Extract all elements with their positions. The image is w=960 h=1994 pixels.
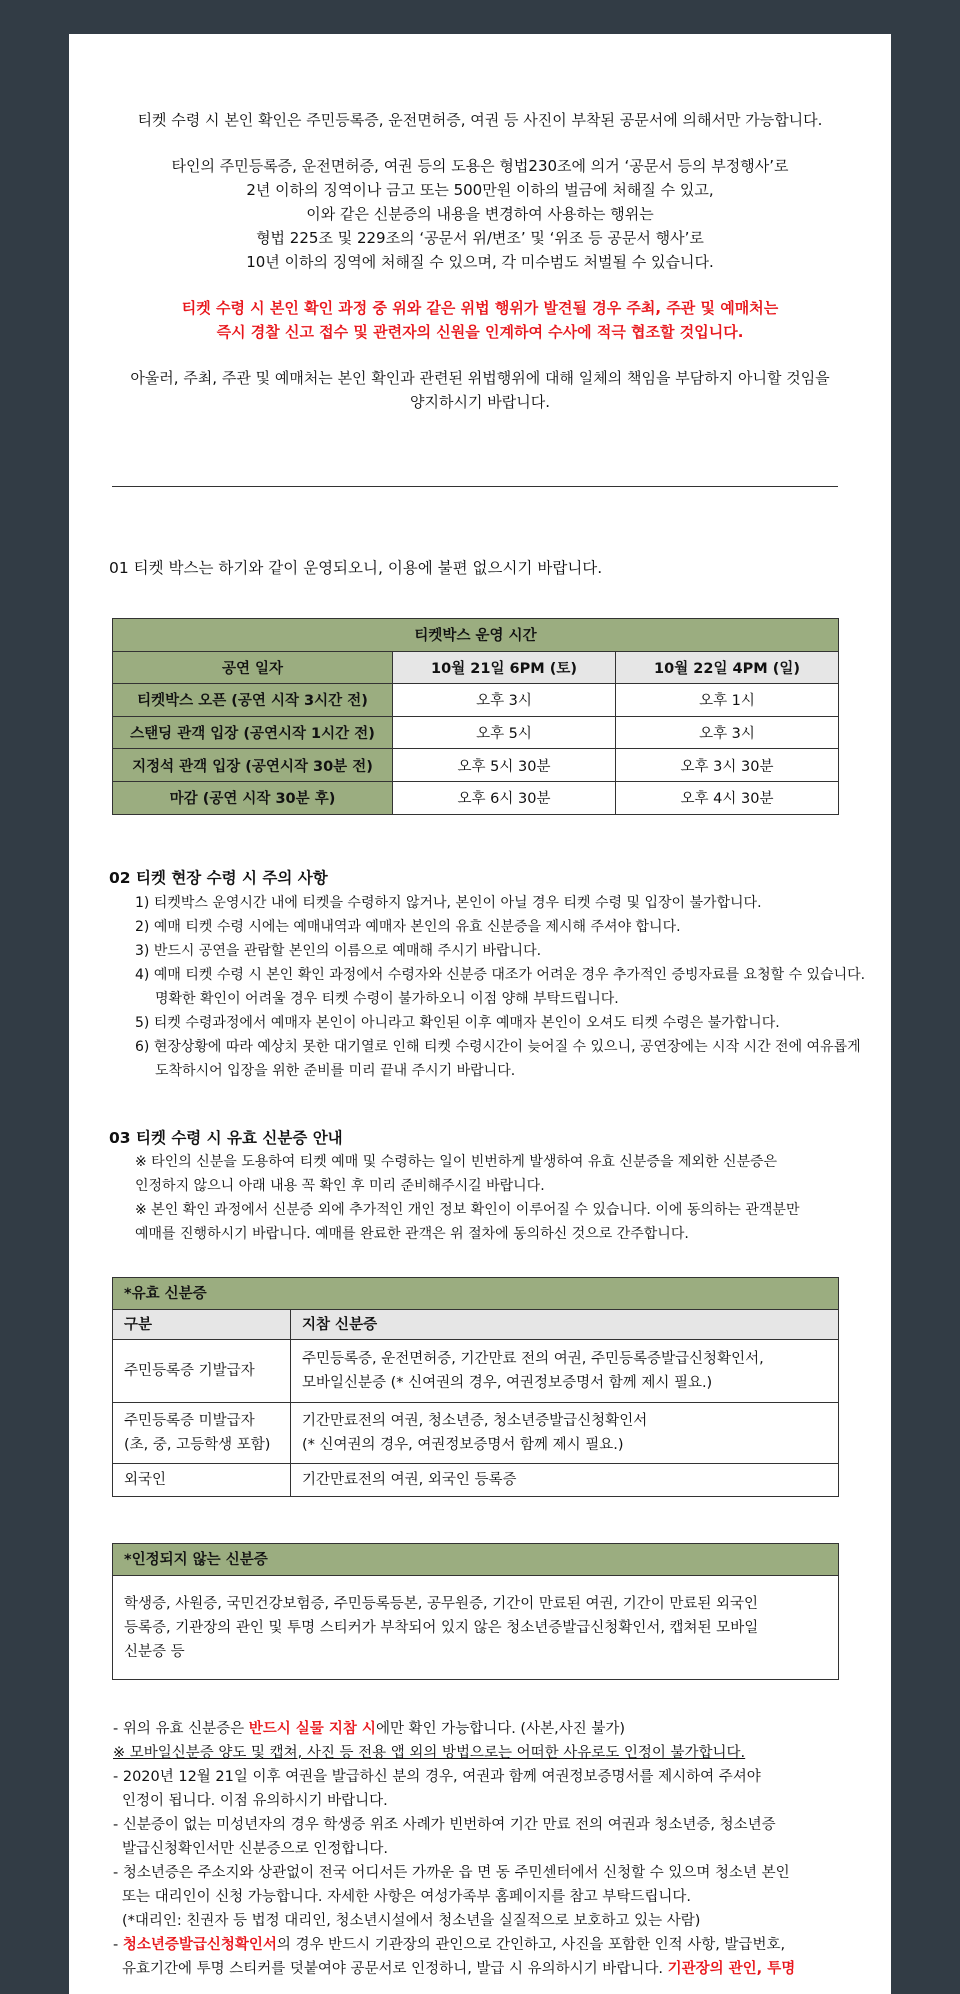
intro-line: 타인의 주민등록증, 운전면허증, 여권 등의 도용은 형법230조에 의거 ‘공문서 등의 부정행사’로 (171, 157, 789, 175)
bullet-highlight: 청소년증발급신청확인서 (122, 1937, 277, 1953)
table-cell: 오후 1시 (616, 684, 839, 717)
bullet-text: 에만 확인 가능합니다. (사본,사진 불가) (375, 1721, 626, 1737)
table-cell: 오후 3시 30분 (616, 749, 839, 782)
table-cell (113, 1403, 291, 1464)
table-cell: 오후 5시 30분 (393, 749, 616, 782)
table-cell: 오후 3시 (616, 716, 839, 749)
cell-line: 기간만료전의 여권, 청소년증, 청소년증발급신청확인서 (302, 1413, 648, 1429)
intro-notice (69, 108, 891, 436)
table-header: 티켓박스 운영 시간 (113, 619, 839, 652)
bullet-text: 또는 대리인이 신청 가능합니다. 자세한 사항은 여성가족부 홈페이지를 참고 부탁드립니다. (122, 1889, 691, 1905)
table-row (113, 781, 839, 814)
id-bullets (113, 1717, 883, 1981)
cell-line: (* 신여권의 경우, 여권정보증명서 함께 제시 필요.) (302, 1437, 624, 1453)
section-divider (112, 486, 838, 487)
table-cell (291, 1340, 839, 1403)
intro-warning (69, 296, 891, 344)
bullet-highlight: 반드시 실물 지참 시 (248, 1721, 376, 1737)
table-row (113, 749, 839, 782)
bullet-line (113, 1765, 883, 1813)
bullet-text: 발급신청확인서만 신분증으로 인정합니다. (122, 1841, 388, 1857)
id-notes (135, 1150, 875, 1246)
note-line: ※ 본인 확인 과정에서 신분증 외에 추가적인 개인 정보 확인이 이루어질 수 있습니다. 이에 동의하는 관객분만 (135, 1202, 800, 1218)
column-header: 구분 (113, 1310, 291, 1340)
bullet-text: 유효기간에 투명 스티커를 덧붙여야 공문서로 인정하니, 발급 시 유의하시기 바랍니다. (122, 1961, 668, 1977)
section-number: 01 (109, 559, 129, 577)
ticketbox-hours-table (112, 618, 839, 815)
table-cell (291, 1464, 839, 1497)
table-cell: 오후 4시 30분 (616, 781, 839, 814)
table-cell (291, 1403, 839, 1464)
cell-line: 주민등록증 기발급자 (124, 1363, 255, 1379)
row-label: 지정석 관객 입장 (공연시작 30분 전) (113, 749, 393, 782)
note-line: ※ 타인의 신분을 도용하여 티켓 예매 및 수령하는 일이 빈번하게 발생하여 유효 신분증을 제외한 신분증은 (135, 1154, 778, 1170)
invalid-id-table (112, 1543, 839, 1680)
section-number: 03 (109, 1129, 131, 1147)
intro-line: 10년 이하의 징역에 처해질 수 있으며, 각 미수범도 처벌될 수 있습니다. (246, 253, 714, 271)
bullet-text: - 청소년증은 주소지와 상관없이 전국 어디서든 가까운 읍 면 동 주민센터에서 신청할 수 있으며 청소년 본인 (113, 1865, 790, 1881)
row-label: 마감 (공연 시작 30분 후) (113, 781, 393, 814)
bullet-line: - 청소년증발급신청확인서의 경우 반드시 기관장의 관인으로 간인하고, 사진을 포함한 인적 사항, 발급번호, 유효기간에 투명 스티커를 덧붙여야 공문서로 인정하니, 발급 시 유의하시기 바랍니다. 기관장의 관인, 투명 (113, 1937, 796, 1977)
column-header: 10월 21일 6PM (토) (393, 651, 616, 684)
cell-line: (초, 중, 고등학생 포함) (124, 1437, 271, 1453)
bullet-line (113, 1861, 883, 1909)
table-row (113, 684, 839, 717)
valid-id-table (112, 1277, 839, 1497)
list-item: 3) 반드시 공연을 관람할 본인의 이름으로 예매해 주시기 바랍니다. (135, 943, 542, 959)
row-label: 스탠딩 관객 입장 (공연시작 1시간 전) (113, 716, 393, 749)
list-item: 5) 티켓 수령과정에서 예매자 본인이 아니라고 확인된 이후 예매자 본인이 오셔도 티켓 수령은 불가합니다. (135, 1015, 780, 1031)
bullet-line (113, 1717, 883, 1741)
bullet-line (113, 1813, 883, 1861)
table-cell (113, 1576, 839, 1680)
column-header: 공연 일자 (113, 651, 393, 684)
table-row (113, 1403, 839, 1464)
column-header: 지참 신분증 (291, 1310, 839, 1340)
section-3-title (109, 1126, 343, 1150)
intro-line: 양지하시기 바랍니다. (410, 393, 550, 411)
table-header: *유효 신분증 (113, 1278, 839, 1310)
intro-warning-line: 즉시 경찰 신고 접수 및 관련자의 신원을 인계하여 수사에 적극 협조할 것입니다. (216, 323, 744, 341)
section-number: 02 (109, 869, 131, 887)
caution-list (135, 891, 875, 1083)
table-cell (113, 1464, 291, 1497)
intro-line: 2년 이하의 징역이나 금고 또는 500만원 이하의 벌금에 처해질 수 있고, (246, 181, 714, 199)
cell-line: 기간만료전의 여권, 외국인 등록증 (302, 1472, 517, 1488)
table-header: *인정되지 않는 신분증 (113, 1544, 839, 1576)
list-item: 2) 예매 티켓 수령 시에는 예매내역과 예매자 본인의 유효 신분증을 제시해 주셔야 합니다. (135, 919, 681, 935)
section-title-text: 티켓 박스는 하기와 같이 운영되오니, 이용에 불편 없으시기 바랍니다. (133, 559, 603, 577)
intro-paragraph-1: 티켓 수령 시 본인 확인은 주민등록증, 운전면허증, 여권 등 사진이 부착된 공문서에 의해서만 가능합니다. (137, 111, 823, 129)
table-cell: 오후 6시 30분 (393, 781, 616, 814)
intro-line: 아울러, 주최, 주관 및 예매처는 본인 확인과 관련된 위법행위에 대해 일체의 책임을 부담하지 아니할 것임을 (130, 369, 830, 387)
intro-line: 형법 225조 및 229조의 ‘공문서 위/변조’ 및 ‘위조 등 공문서 행사’로 (256, 229, 704, 247)
bullet-highlight: 기관장의 관인, 투명 (667, 1961, 796, 1977)
bullet-text: ※ 모바일신분증 양도 및 캡쳐, 사진 등 전용 앱 외의 방법으로는 어떠한 사유로도 인정이 불가합니다. (113, 1745, 746, 1761)
cell-line: 외국인 (124, 1472, 167, 1488)
section-1-title (109, 556, 602, 580)
note-line: 인정하지 않으니 아래 내용 꼭 확인 후 미리 준비해주시길 바랍니다. (135, 1178, 545, 1194)
table-row (113, 1340, 839, 1403)
list-item: 1) 티켓박스 운영시간 내에 티켓을 수령하지 않거나, 본인이 아닐 경우 티켓 수령 및 입장이 불가합니다. (135, 895, 762, 911)
intro-warning-line: 티켓 수령 시 본인 확인 과정 중 위와 같은 위법 행위가 발견될 경우 주최, 주관 및 예매처는 (181, 299, 779, 317)
note-line: 예매를 진행하시기 바랍니다. 예매를 완료한 관객은 위 절차에 동의하신 것으로 간주합니다. (135, 1226, 689, 1242)
bullet-text: - 위의 유효 신분증은 (113, 1721, 249, 1737)
table-cell: 오후 3시 (393, 684, 616, 717)
list-item: 6) 현장상황에 따라 예상치 못한 대기열로 인해 티켓 수령시간이 늦어질 수 있으니, 공연장에는 시작 시간 전에 여유롭게 도착하시어 입장을 위한 준비를 미리 끝내 주시기 바랍니다. (135, 1039, 861, 1079)
cell-line: 모바일신분증 (* 신여권의 경우, 여권정보증명서 함께 제시 필요.) (302, 1375, 713, 1391)
cell-line: 학생증, 사원증, 국민건강보험증, 주민등록등본, 공무원증, 기간이 만료된 여권, 기간이 만료된 외국인 (124, 1595, 759, 1612)
intro-paragraph-2 (69, 154, 891, 274)
bullet-text: - 신분증이 없는 미성년자의 경우 학생증 위조 사례가 빈번하여 기간 만료 전의 여권과 청소년증, 청소년증 (113, 1817, 776, 1833)
bullet-text: 인정이 됩니다. 이점 유의하시기 바랍니다. (122, 1793, 388, 1809)
row-label: 티켓박스 오픈 (공연 시작 3시간 전) (113, 684, 393, 717)
section-title-text: 티켓 수령 시 유효 신분증 안내 (135, 1129, 343, 1147)
section-2-title (109, 866, 328, 890)
table-cell (113, 1340, 291, 1403)
bullet-line (113, 1909, 883, 1933)
cell-line: 신분증 등 (124, 1643, 185, 1660)
bullet-line (113, 1741, 883, 1765)
bullet-text: 의 경우 반드시 기관장의 관인으로 간인하고, 사진을 포함한 인적 사항, 발급번호, (276, 1937, 786, 1953)
cell-line: 주민등록증, 운전면허증, 기간만료 전의 여권, 주민등록증발급신청확인서, (302, 1351, 764, 1367)
intro-line: 이와 같은 신분증의 내용을 변경하여 사용하는 행위는 (306, 205, 654, 223)
table-row (113, 1464, 839, 1497)
cell-line: 주민등록증 미발급자 (124, 1413, 255, 1429)
bullet-text: (*대리인: 친권자 등 법정 대리인, 청소년시설에서 청소년을 실질적으로 보호하고 있는 사람) (122, 1913, 701, 1929)
intro-paragraph-4 (69, 366, 891, 414)
notice-page (69, 34, 891, 1994)
table-cell: 오후 5시 (393, 716, 616, 749)
section-title-text: 티켓 현장 수령 시 주의 사항 (135, 869, 328, 887)
bullet-text: - 2020년 12월 21일 이후 여권을 발급하신 분의 경우, 여권과 함께 여권정보증명서를 제시하여 주셔야 (113, 1769, 761, 1785)
column-header: 10월 22일 4PM (일) (616, 651, 839, 684)
table-row (113, 716, 839, 749)
list-item: 4) 예매 티켓 수령 시 본인 확인 과정에서 수령자와 신분증 대조가 어려운 경우 추가적인 증빙자료를 요청할 수 있습니다. 명확한 확인이 어려울 경우 티켓 수령이 불가하오니 이점 양해 부탁드립니다. (135, 967, 866, 1007)
cell-line: 등록증, 기관장의 관인 및 투명 스티커가 부착되어 있지 않은 청소년증발급신청확인서, 캡쳐된 모바일 (124, 1619, 759, 1636)
